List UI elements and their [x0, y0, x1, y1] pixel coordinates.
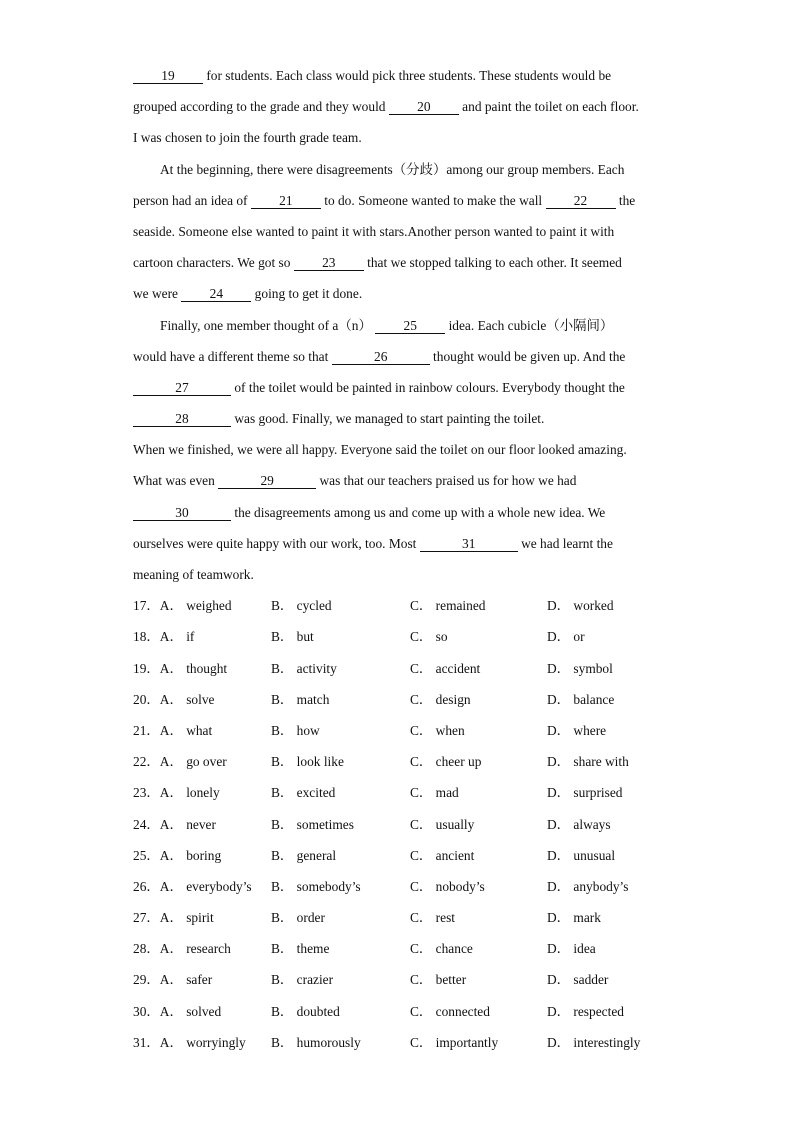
- passage-line: [133, 185, 663, 216]
- passage-text: ourselves were quite happy with our work, too. Most: [133, 535, 420, 551]
- option-a[interactable]: 30．A． solved: [133, 1003, 222, 1019]
- question-row: [133, 840, 663, 871]
- passage-line: [133, 91, 663, 122]
- option-c[interactable]: C． chance: [410, 941, 473, 957]
- option-c[interactable]: C． accident: [410, 660, 481, 676]
- option-d[interactable]: D． surprised: [547, 785, 623, 801]
- passage-line: [133, 465, 663, 496]
- passage-text: At the beginning, there were disagreements（分歧）among our group members. Each: [160, 161, 625, 177]
- blank-31[interactable]: 31: [420, 537, 518, 552]
- passage-text: the: [615, 192, 636, 208]
- option-c[interactable]: C． rest: [410, 910, 456, 926]
- blank-20[interactable]: 20: [389, 100, 459, 115]
- passage-text: of the toilet would be painted in rainbow colours. Everybody thought the: [231, 379, 625, 395]
- option-c[interactable]: C． remained: [410, 598, 486, 614]
- passage-text: What was even: [133, 473, 219, 489]
- option-b[interactable]: B． general: [271, 847, 337, 863]
- passage-text: I was chosen to join the fourth grade team.: [133, 130, 362, 146]
- option-a[interactable]: 17．A． weighed: [133, 598, 232, 614]
- passage-text: we were: [133, 286, 182, 302]
- option-d[interactable]: D． balance: [547, 691, 615, 707]
- passage-text: for students. Each class would pick three students. These students would be: [203, 68, 612, 83]
- passage-line: [133, 216, 663, 247]
- worksheet-page: [133, 60, 663, 1058]
- passage-line: [133, 122, 663, 153]
- option-d[interactable]: D． anybody’s: [547, 878, 629, 894]
- option-c[interactable]: C． so: [410, 629, 448, 645]
- option-c[interactable]: C． cheer up: [410, 754, 482, 770]
- option-c[interactable]: C． usually: [410, 816, 475, 832]
- option-a[interactable]: 29．A． safer: [133, 972, 213, 988]
- option-d[interactable]: D． or: [547, 629, 585, 645]
- passage-text: thought would be given up. And the: [429, 348, 626, 364]
- question-row: [133, 1027, 663, 1058]
- option-d[interactable]: D． mark: [547, 910, 601, 926]
- option-c[interactable]: C． importantly: [410, 1034, 499, 1050]
- passage-line: [133, 403, 663, 434]
- option-a[interactable]: 31．A． worryingly: [133, 1034, 246, 1050]
- option-a[interactable]: 18．A． if: [133, 629, 195, 645]
- option-a[interactable]: 23．A． lonely: [133, 785, 220, 801]
- question-row: [133, 933, 663, 964]
- option-c[interactable]: C． when: [410, 722, 465, 738]
- option-b[interactable]: B． crazier: [271, 972, 334, 988]
- option-d[interactable]: D． sadder: [547, 972, 609, 988]
- passage-text: was that our teachers praised us for how we had: [316, 473, 577, 489]
- option-d[interactable]: D． symbol: [547, 660, 613, 676]
- option-c[interactable]: C． design: [410, 691, 471, 707]
- option-b[interactable]: B． activity: [271, 660, 337, 676]
- passage-text: the disagreements among us and come up with a whole new idea. We: [231, 504, 606, 520]
- passage-text: was good. Finally, we managed to start painting the toilet.: [231, 411, 545, 427]
- question-options-list: [133, 590, 663, 1058]
- passage-line: [133, 372, 663, 403]
- passage-text: cartoon characters. We got so: [133, 255, 294, 271]
- passage-text: When we finished, we were all happy. Everyone said the toilet on our floor looked amazing.: [133, 442, 627, 458]
- passage-text: seaside. Someone else wanted to paint it with stars.Another person wanted to paint it with: [133, 223, 615, 239]
- option-a[interactable]: 24．A． never: [133, 816, 216, 832]
- option-b[interactable]: B． match: [271, 691, 330, 707]
- option-a[interactable]: 28．A． research: [133, 941, 231, 957]
- question-row: [133, 715, 663, 746]
- blank-24[interactable]: 24: [181, 287, 251, 302]
- option-b[interactable]: B． how: [271, 722, 320, 738]
- blank-27[interactable]: 27: [133, 381, 231, 396]
- blank-28[interactable]: 28: [133, 412, 231, 427]
- option-b[interactable]: B． sometimes: [271, 816, 354, 832]
- option-b[interactable]: B． humorously: [271, 1034, 361, 1050]
- passage-text: person had an idea of: [133, 192, 251, 208]
- option-d[interactable]: D． respected: [547, 1003, 624, 1019]
- option-c[interactable]: C． better: [410, 972, 467, 988]
- question-row: [133, 964, 663, 995]
- passage-line: [133, 559, 663, 590]
- passage-text: that we stopped talking to each other. It seemed: [363, 255, 622, 271]
- option-b[interactable]: B． theme: [271, 941, 330, 957]
- option-a[interactable]: 26．A． everybody’s: [133, 878, 252, 894]
- question-row: [133, 902, 663, 933]
- option-c[interactable]: C． nobody’s: [410, 878, 485, 894]
- passage-line: [133, 434, 663, 465]
- option-d[interactable]: D． worked: [547, 598, 614, 614]
- passage-line: [133, 154, 663, 185]
- blank-30[interactable]: 30: [133, 506, 231, 521]
- question-row: [133, 996, 663, 1027]
- passage-line: [133, 278, 663, 309]
- question-row: [133, 621, 663, 652]
- question-row: [133, 746, 663, 777]
- option-b[interactable]: B． order: [271, 910, 325, 926]
- passage-text: we had learnt the: [517, 535, 613, 551]
- passage-text: idea. Each cubicle（小隔间）: [445, 317, 614, 333]
- passage-line: [133, 310, 663, 341]
- question-row: [133, 871, 663, 902]
- passage-text: to do. Someone wanted to make the wall: [320, 192, 546, 208]
- option-c[interactable]: C． ancient: [410, 847, 475, 863]
- passage-text: and paint the toilet on each floor.: [458, 99, 639, 115]
- blank-21[interactable]: 21: [251, 194, 321, 209]
- option-a[interactable]: 27．A． spirit: [133, 910, 214, 926]
- passage-line: [133, 247, 663, 278]
- option-a[interactable]: 19．A． thought: [133, 660, 228, 676]
- option-c[interactable]: C． mad: [410, 785, 459, 801]
- cloze-passage: [133, 60, 663, 590]
- passage-line: [133, 528, 663, 559]
- question-row: [133, 809, 663, 840]
- blank-25[interactable]: 25: [375, 319, 445, 334]
- blank-23[interactable]: 23: [294, 256, 364, 271]
- option-c[interactable]: C． connected: [410, 1003, 490, 1019]
- option-d[interactable]: D． where: [547, 722, 607, 738]
- option-d[interactable]: D． idea: [547, 941, 596, 957]
- question-row: [133, 590, 663, 621]
- blank-19[interactable]: 19: [133, 69, 203, 84]
- blank-29[interactable]: 29: [218, 474, 316, 489]
- option-b[interactable]: B． excited: [271, 785, 336, 801]
- question-row: [133, 777, 663, 808]
- option-b[interactable]: B． doubted: [271, 1003, 340, 1019]
- passage-text: going to get it done.: [251, 286, 363, 302]
- blank-26[interactable]: 26: [332, 350, 430, 365]
- option-b[interactable]: B． but: [271, 629, 314, 645]
- option-d[interactable]: D． always: [547, 816, 611, 832]
- option-d[interactable]: D． share with: [547, 754, 629, 770]
- option-d[interactable]: D． unusual: [547, 847, 616, 863]
- option-b[interactable]: B． cycled: [271, 598, 332, 614]
- passage-line: [133, 341, 663, 372]
- option-b[interactable]: B． somebody’s: [271, 878, 361, 894]
- blank-22[interactable]: 22: [546, 194, 616, 209]
- passage-text: grouped according to the grade and they would: [133, 99, 389, 115]
- option-d[interactable]: D． interestingly: [547, 1034, 641, 1050]
- option-a[interactable]: 22．A． go over: [133, 754, 227, 770]
- option-a[interactable]: 21．A． what: [133, 722, 213, 738]
- passage-text: meaning of teamwork.: [133, 567, 254, 582]
- option-b[interactable]: B． look like: [271, 754, 344, 770]
- passage-line: [133, 60, 663, 91]
- passage-line: [133, 497, 663, 528]
- question-row: [133, 653, 663, 684]
- passage-text: would have a different theme so that: [133, 348, 332, 364]
- question-row: [133, 684, 663, 715]
- option-a[interactable]: 25．A． boring: [133, 847, 222, 863]
- option-a[interactable]: 20．A． solve: [133, 691, 215, 707]
- passage-text: Finally, one member thought of a（n）: [160, 317, 376, 333]
